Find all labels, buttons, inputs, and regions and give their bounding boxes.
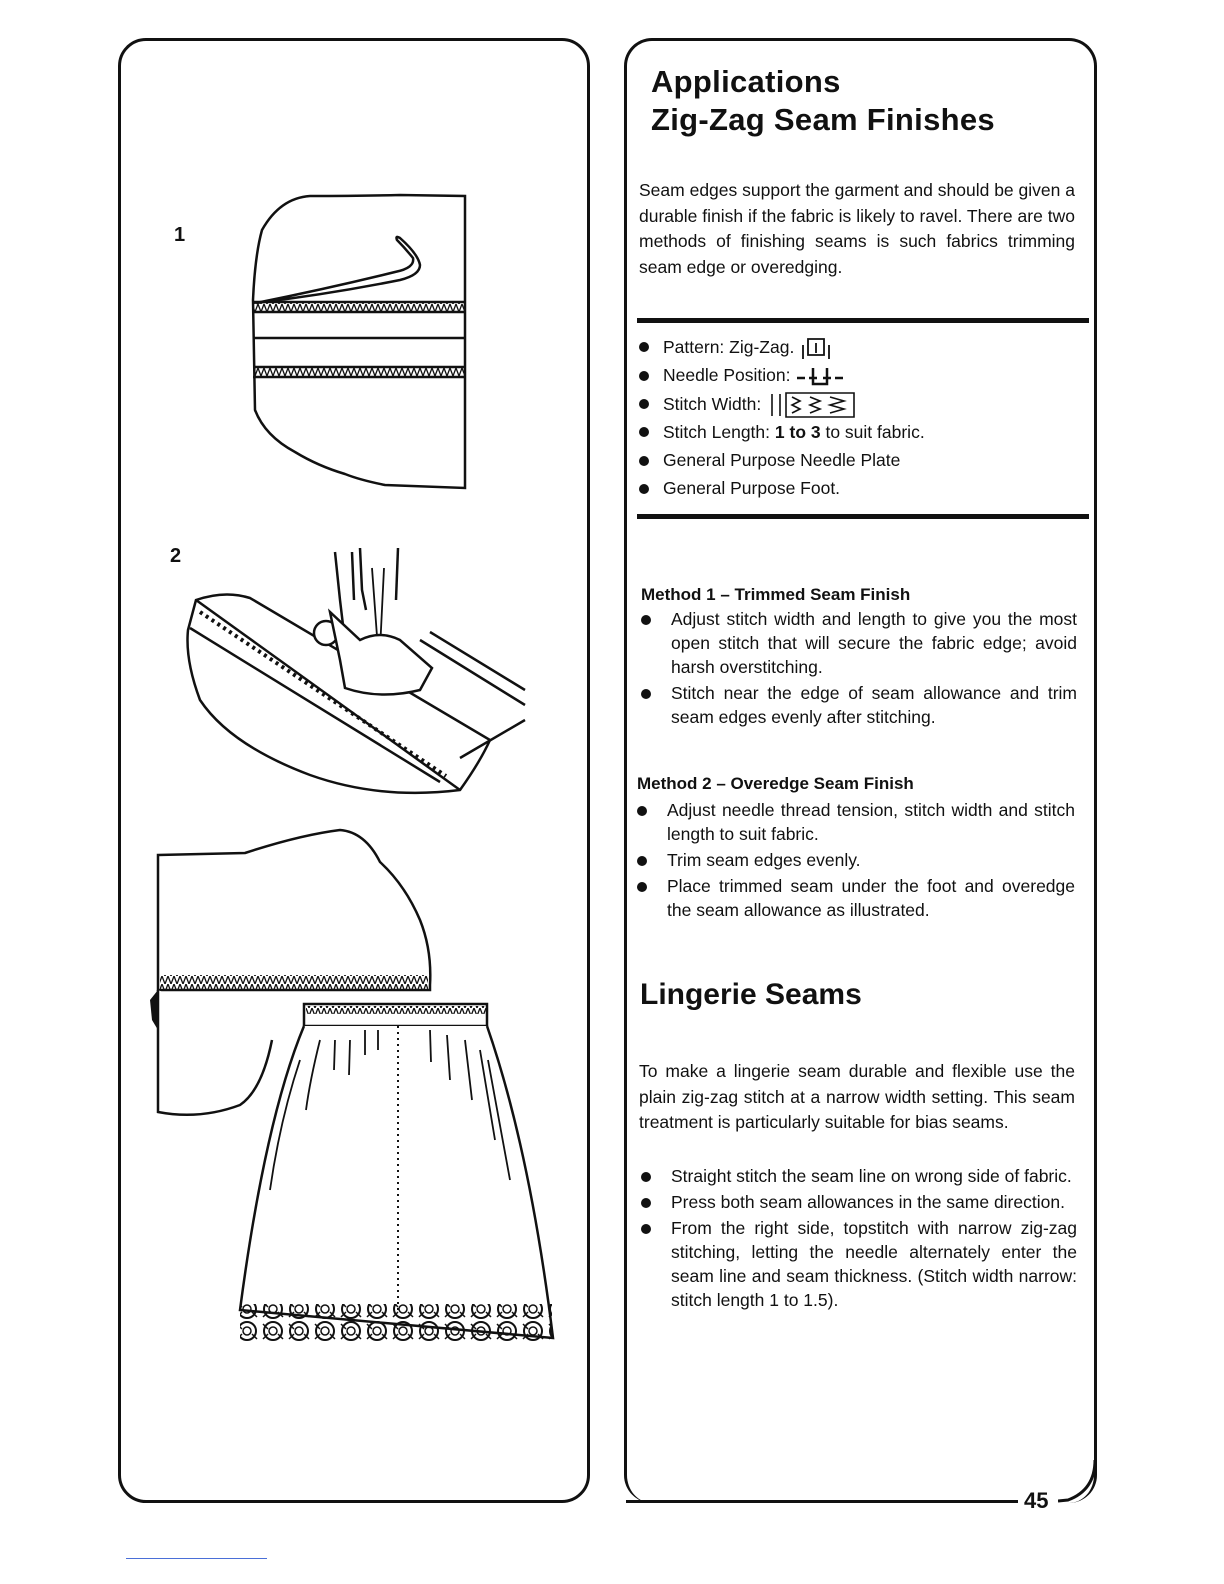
bullet-icon — [641, 689, 651, 699]
list-item: From the right side, topstitch with narrow zig-zag stitching, letting the needle alternately enter the seam line and seam thickness. (Stitch width narrow: stitch length 1 to 1.5). — [639, 1216, 1077, 1312]
lingerie-section-title: Lingerie Seams — [640, 978, 862, 1011]
figure-1-drawing — [253, 195, 465, 488]
list-item: Place trimmed seam under the foot and overedge the seam allowance as illustrated. — [635, 874, 1075, 922]
bullet-icon — [639, 427, 649, 437]
page-corner-curve — [1058, 1460, 1098, 1505]
method-1-list — [639, 607, 1077, 731]
zigzag-pattern-icon — [799, 335, 833, 361]
bullet-icon — [639, 342, 649, 352]
page-title — [651, 63, 995, 139]
bullet-icon — [639, 484, 649, 494]
setting-needle-plate: General Purpose Needle Plate — [639, 446, 925, 474]
stitch-width-icon — [766, 391, 858, 419]
bullet-icon — [637, 856, 647, 866]
method-2-list — [635, 798, 1075, 924]
machine-settings-list — [639, 333, 925, 503]
bullet-icon — [639, 399, 649, 409]
figure-4-drawing — [240, 1004, 553, 1342]
figure-2-drawing — [188, 548, 526, 793]
list-item: Straight stitch the seam line on wrong side of fabric. — [639, 1164, 1077, 1188]
page-bottom-rule — [626, 1500, 1018, 1503]
lingerie-steps-list — [639, 1164, 1077, 1314]
method-2-heading: Method 2 – Overedge Seam Finish — [637, 774, 914, 793]
bullet-icon — [639, 456, 649, 466]
divider-bottom — [637, 514, 1089, 519]
list-item: Stitch near the edge of seam allowance and trim seam edges evenly after stitching. — [639, 681, 1077, 729]
setting-stitch-width: Stitch Width: — [639, 390, 925, 418]
list-item: Adjust needle thread tension, stitch width and stitch length to suit fabric. — [635, 798, 1075, 846]
title-line-1: Applications — [651, 64, 841, 99]
bullet-icon — [641, 1198, 651, 1208]
list-item: Press both seam allowances in the same direction. — [639, 1190, 1077, 1214]
figure-2-label: 2 — [170, 545, 182, 567]
setting-foot: General Purpose Foot. — [639, 474, 925, 502]
bullet-icon — [637, 882, 647, 892]
intro-paragraph: Seam edges support the garment and should be given a durable finish if the fabric is likely to ravel. There are two methods of finishing seams is such fabrics trimming seam edge or overedging. — [639, 180, 1075, 277]
setting-stitch-length: Stitch Length: 1 to 3 to suit fabric. — [639, 418, 925, 446]
setting-pattern: Pattern: Zig-Zag. — [639, 333, 925, 361]
setting-needle-position: Needle Position: — [639, 361, 925, 389]
list-item: Adjust stitch width and length to give you the most open stitch that will secure the fabric edge; avoid harsh overstitching. — [639, 607, 1077, 679]
list-item: Trim seam edges evenly. — [635, 848, 1075, 872]
footnote-rule — [126, 1558, 267, 1559]
bullet-icon — [641, 1224, 651, 1234]
bullet-icon — [641, 615, 651, 625]
needle-position-icon — [795, 366, 845, 388]
title-line-2: Zig-Zag Seam Finishes — [651, 102, 995, 137]
figure-1-label: 1 — [174, 224, 186, 246]
bullet-icon — [639, 371, 649, 381]
lingerie-intro-paragraph: To make a lingerie seam durable and flexible use the plain zig-zag stitch at a narrow width setting. This seam treatment is particularly suitable for bias seams. — [639, 1061, 1075, 1132]
page-number: 45 — [1024, 1488, 1049, 1513]
divider-top — [637, 318, 1089, 323]
bullet-icon — [637, 806, 647, 816]
method-1-heading: Method 1 – Trimmed Seam Finish — [641, 585, 911, 604]
bullet-icon — [641, 1172, 651, 1182]
